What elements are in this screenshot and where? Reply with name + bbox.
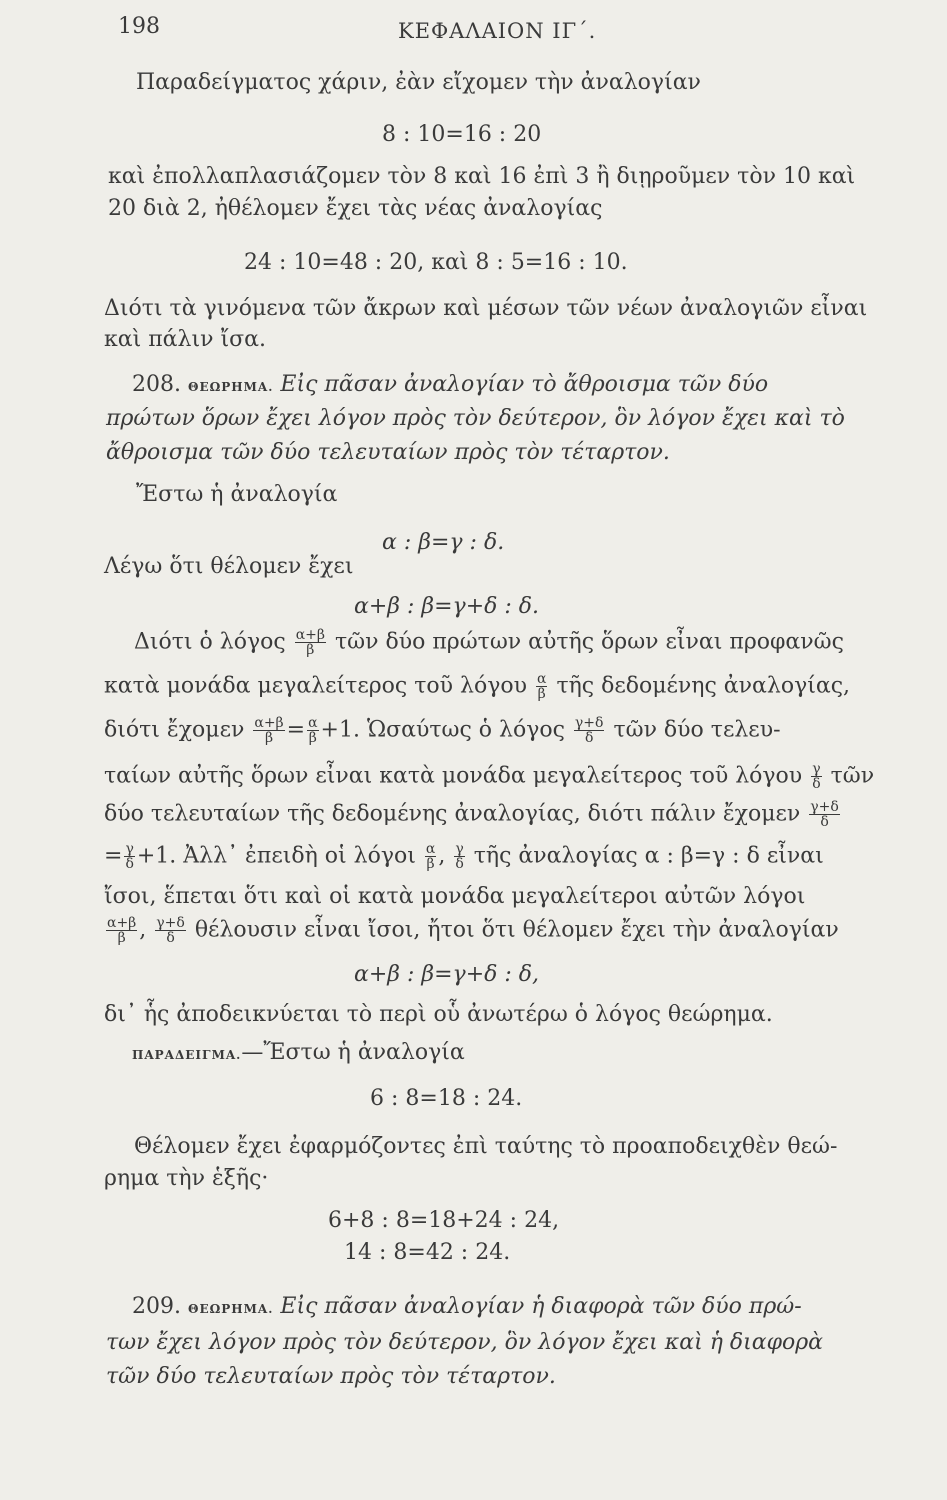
denominator: β [117,930,126,946]
numerator: α+β [295,627,325,643]
text-segment: —Ἔστω ἡ ἀναλογία [241,1040,465,1065]
equation: 24 : 10=48 : 20, καὶ 8 : 5=16 : 10. [244,250,628,275]
numerator: α+β [254,715,284,731]
text-segment: κατὰ μονάδα μεγαλείτερος τοῦ λόγου [104,673,527,699]
text-line: Διότι τὰ γινόμενα τῶν ἄκρων καὶ μέσων τῶν νέων ἀναλογιῶν εἶναι [104,296,868,321]
text-line: ρημα τὴν ἑξῆς· [104,1166,269,1191]
text-line: καὶ πάλιν ἴσα. [104,327,266,352]
equation: 8 : 10=16 : 20 [382,122,542,147]
text-line [104,672,850,701]
text-line [104,800,842,829]
fraction [124,842,134,871]
fraction [809,800,840,829]
fraction [574,716,605,745]
text-segment: Διότι ὁ λόγος [134,629,286,655]
text-segment: τῆς δεδομένης ἀναλογίας, [556,673,851,699]
equation: α : β=γ : δ. [382,530,505,555]
denominator: δ [455,856,464,872]
fraction [811,762,821,791]
fraction [295,628,326,657]
text-line: Ἔστω ἡ ἀναλογία [136,482,338,507]
text-segment: τῶν δύο πρώτων αὐτῆς ὅρων εἶναι προφανῶς [334,629,844,655]
numerator: α [536,671,547,687]
text-segment: διότι ἔχομεν [104,717,245,743]
numerator: α [308,715,318,731]
numerator: α [425,841,436,857]
theorem-label: ΘΕΩΡΗΜΑ. [187,380,274,394]
theorem-number: 208. [132,372,181,397]
theorem-209 [132,1294,802,1322]
numerator: γ [125,841,134,857]
denominator: δ [584,730,594,746]
text-line: $\frac{\alpha+\beta}{\beta}$ , $\frac{\gamma+\delta}{\delta}$ θέλουσιν εἶναι ἴσοι, ἤτοι ὅτι θέλομεν ἔχει τὴν ἀναλογίαν [107,915,839,946]
theorem-text: ἄθροισμα τῶν δύο τελευταίων πρὸς τὸν τέταρτον. [106,440,670,465]
denominator: β [264,730,274,746]
equation: α+β : β=γ+δ : δ, [354,962,540,987]
fraction [454,842,464,871]
equation: 6 : 8=18 : 24. [370,1086,523,1111]
text-segment: +1. Ἀλλ᾽ ἐπειδὴ οἱ λόγοι [136,843,416,869]
fraction [253,716,284,745]
example-heading [132,1040,465,1068]
text-segment: τῶν δύο τελευ- [613,717,781,743]
theorem-text: τῶν δύο τελευταίων πρὸς τὸν τέταρτον. [106,1364,556,1389]
text-line [104,762,874,791]
text-line: = $\frac{\gamma}{\delta}$ +1. Ἀλλ᾽ ἐπειδὴ οἱ λόγοι $\frac{\alpha}{\beta}$ , $\frac{\gamma}{\delta}$ τῆς ἀναλογίας α : β=γ : δ εἶναι [104,841,824,872]
numerator: α+β [107,915,137,931]
text-segment: τῆς ἀναλογίας α : β=γ : δ εἶναι [473,843,824,869]
text-line: 20 διὰ 2, ἠθέλομεν ἔχει τὰς νέας ἀναλογίας [108,196,603,221]
numerator: γ [812,761,821,777]
text-segment: θέλουσιν εἶναι ἴσοι, ἤτοι ὅτι θέλομεν ἔχει τὴν ἀναλογίαν [194,917,839,943]
numerator: γ [455,841,464,857]
numerator: γ+δ [156,915,185,931]
fraction [307,716,318,745]
text-line [134,628,844,657]
text-segment: +1. Ὡσαύτως ὁ λόγος [320,717,565,743]
equation: 6+8 : 8=18+24 : 24, [328,1208,560,1233]
theorem-text: πρώτων ὅρων ἔχει λόγον πρὸς τὸν δεύτερον, ὃν λόγον ἔχει καὶ τὸ [106,406,845,431]
page-number: 198 [118,14,160,39]
denominator: δ [166,930,175,946]
chapter-title: ΚΕΦΑΛΑΙΟΝ ΙΓ΄. [398,19,597,43]
text-segment: δύο τελευταίων τῆς δεδομένης ἀναλογίας, διότι πάλιν ἔχομεν [104,801,801,827]
text-line: διότι ἔχομεν $\frac{\alpha+\beta}{\beta}$ = $\frac{\alpha}{\beta}$ +1. Ὡσαύτως ὁ λόγος $\frac{\gamma+\delta}{\delta}$ τῶν δύο τελευ- [104,715,781,746]
theorem-text: Εἰς πᾶσαν ἀναλογίαν ἡ διαφορὰ τῶν δύο πρώ- [280,1294,802,1319]
fraction [425,842,436,871]
text-line: ἴσοι, ἕπεται ὅτι καὶ οἱ κατὰ μονάδα μεγαλείτεροι αὐτῶν λόγοι [104,884,806,909]
denominator: δ [125,856,134,872]
denominator: δ [812,776,821,792]
text-segment: τῶν [830,763,875,789]
equation: 14 : 8=42 : 24. [344,1240,511,1265]
example-label: ΠΑΡΑΔΕΙΓΜΑ. [132,1048,242,1062]
fraction [155,916,186,945]
theorem-text: Εἰς πᾶσαν ἀναλογίαν τὸ ἄθροισμα τῶν δύο [280,372,769,397]
theorem-text: των ἔχει λόγον πρὸς τὸν δεύτερον, ὃν λόγον ἔχει καὶ ἡ διαφορὰ [106,1330,824,1355]
text-segment: = [104,843,123,869]
text-line: Λέγω ὅτι θέλομεν ἔχει [104,554,354,579]
equation: α+β : β=γ+δ : δ. [354,594,540,619]
denominator: β [426,856,435,872]
numerator: γ+δ [574,715,604,731]
denominator: δ [820,814,829,830]
theorem-label: ΘΕΩΡΗΜΑ. [187,1302,274,1316]
fraction [536,672,547,701]
denominator: β [306,642,315,658]
theorem-number: 209. [132,1294,181,1319]
denominator: β [537,686,546,702]
denominator: β [308,730,317,746]
numerator: γ+δ [810,799,839,815]
fraction [106,916,137,945]
text-line: Θέλομεν ἔχει ἐφαρμόζοντες ἐπὶ ταύτης τὸ προαποδειχθὲν θεώ- [134,1134,838,1159]
text-line: καὶ ἐπολλαπλασιάζομεν τὸν 8 καὶ 16 ἐπὶ 3 ἢ διῃροῦμεν τὸν 10 καὶ [108,164,856,189]
text-segment: ταίων αὐτῆς ὅρων εἶναι κατὰ μονάδα μεγαλείτερος τοῦ λόγου [104,763,803,789]
text-line: Παραδείγματος χάριν, ἐὰν εἴχομεν τὴν ἀναλογίαν [136,70,701,95]
theorem-208 [132,372,768,400]
text-line: δι᾽ ἧς ἀποδεικνύεται τὸ περὶ οὗ ἀνωτέρω ὁ λόγος θεώρημα. [104,1002,773,1027]
